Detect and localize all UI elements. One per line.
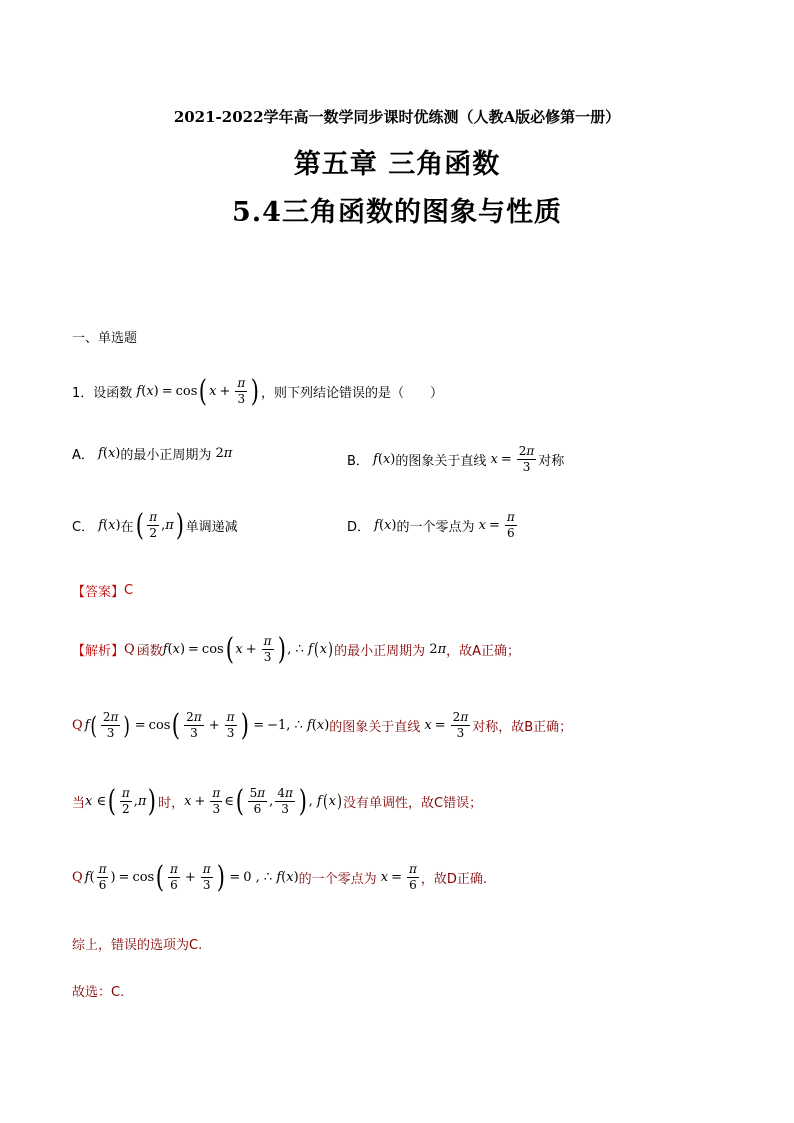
question-number: 1．设函数 bbox=[72, 386, 133, 401]
analysis-choice: 故选：C. bbox=[72, 985, 125, 1000]
analysis-line-2: Q f ( $\frac{2\pi}{3}$ ) = cos ( $\frac{2\pi}{3}$ + $\frac{\pi}{3}$ ) = −1, ∴ f ( x ) 的图象关于直线 x = $\frac{2\pi}{3}$ 对称，故B正确； bbox=[72, 707, 573, 743]
answer-line bbox=[72, 581, 133, 600]
option-d: D． f ( x ) 的一个零点为 x = $\frac{\pi}{6}$ bbox=[347, 510, 515, 540]
chapter-title: 第五章 三角函数 bbox=[293, 149, 501, 180]
answer-value: C bbox=[124, 583, 134, 598]
question-stem: 1．设函数 f ( x ) = cos ( x + $\frac{\pi}{3}$ ) ，则下列结论错误的是（ ） bbox=[72, 373, 444, 409]
analysis-tag: 【解析】 bbox=[72, 644, 125, 659]
question-suffix: ，则下列结论错误的是（ ） bbox=[261, 386, 444, 401]
option-b: B． f ( x ) 的图象关于直线 x = $\frac{2\pi}{3}$ 对称 bbox=[347, 444, 565, 474]
answer-tag: 【答案】 bbox=[72, 585, 125, 600]
analysis-summary: 综上，错误的选项为C. bbox=[72, 938, 203, 953]
analysis-line-1: 【解析】 Q 函数 f ( x ) = cos ( x + $\frac{\pi}{3}$ ) , ∴ f ( x ) 的最小正周期为 2 π ，故A正确； bbox=[72, 631, 521, 667]
analysis-line-4: Q f ( $\frac{\pi}{6}$ ) = cos ( $\frac{\pi}{6}$ + $\frac{\pi}{3}$ ) = 0 , ∴ f ( x ) 的一个零点为 x = $\frac{\pi}{6}$ ，故D正确. bbox=[72, 859, 488, 895]
document-header: 2021-2022学年高一数学同步课时优练测（人教A版必修第一册） bbox=[173, 108, 621, 126]
section-title: 5.4三角函数的图象与性质 bbox=[232, 197, 562, 228]
section-label: 一、单选题 bbox=[72, 331, 138, 346]
analysis-line-3: 当 x ∈ ( $\frac{\pi}{2}$ , π ) 时， x + $\frac{\pi}{3}$ ∈ ( $\frac{5\pi}{6}$ , $\frac{4\pi}{3}$ ) , f ( x ) 没有单调性，故C错误； bbox=[72, 783, 483, 819]
option-a: A． f ( x ) 的最小正周期为 2 π bbox=[72, 446, 233, 463]
option-c: C． f ( x ) 在 ( $\frac{\pi}{2}$ , π ) 单调递减 bbox=[72, 507, 238, 543]
